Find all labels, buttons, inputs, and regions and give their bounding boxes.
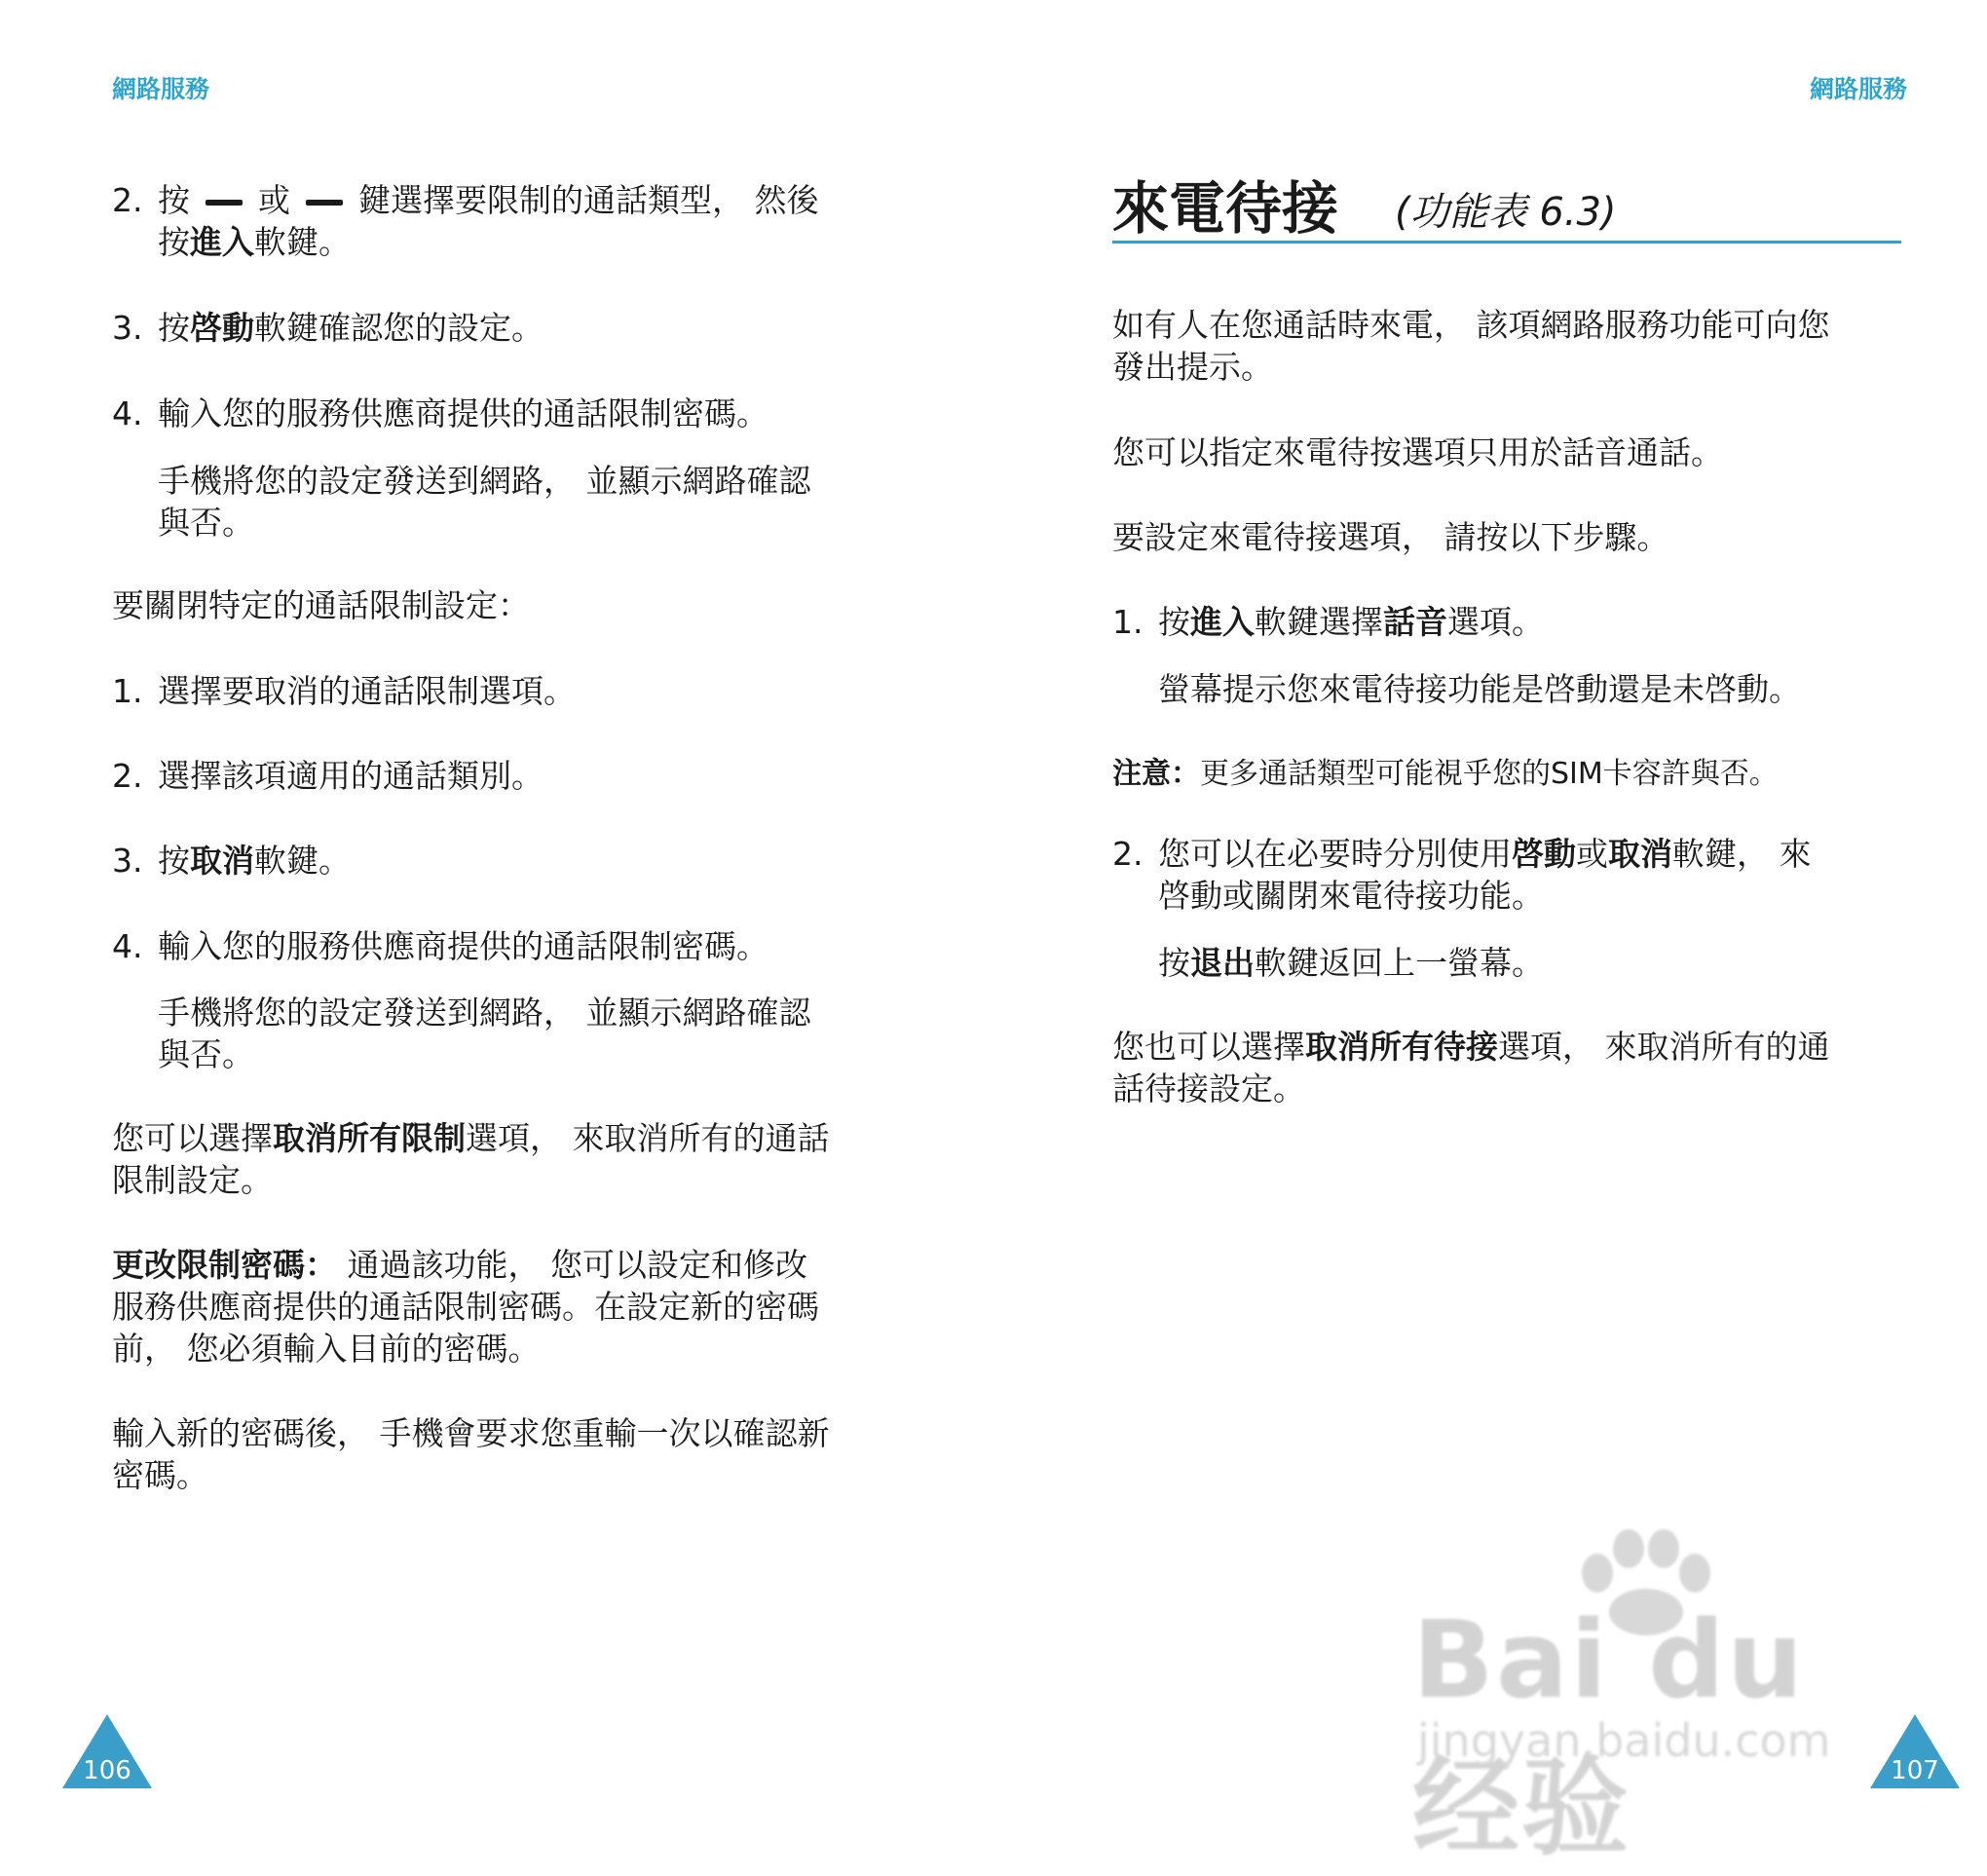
- softkey-label: 進入: [1190, 603, 1255, 641]
- left-page: [0, 0, 994, 1820]
- body-text: 您也可以選擇: [1112, 1028, 1305, 1066]
- softkey-label: 取消: [1608, 835, 1672, 873]
- softkey-label: 進入: [190, 223, 254, 261]
- step-text: 選擇要取消的通話限制選項。: [158, 672, 576, 710]
- right-step-2: [1112, 833, 1812, 917]
- close-step-3: [112, 840, 351, 882]
- step-text: 按: [158, 309, 190, 347]
- step-number: 3.: [112, 842, 143, 880]
- body-text: 選項， 來取消所有的通: [1498, 1028, 1830, 1066]
- section-label: 更改限制密碼：: [112, 1246, 337, 1284]
- note-label: 注意：: [1112, 757, 1200, 791]
- option-label: 話音: [1383, 603, 1447, 641]
- body-text: 限制設定。: [112, 1161, 273, 1199]
- body-text: 發出提示。: [1112, 348, 1273, 386]
- note-text: 更多通話類型可能視乎您的SIM卡容許與否。: [1200, 757, 1779, 791]
- section-title: [1112, 175, 1901, 244]
- note: [1112, 753, 1779, 795]
- step-text: 軟鍵。: [254, 223, 351, 261]
- step-number: 2.: [112, 181, 143, 219]
- new-password-paragraph: [112, 1412, 830, 1496]
- body-text: 前， 您必須輸入目前的密碼。: [112, 1330, 541, 1368]
- triangle-icon: [62, 1714, 152, 1788]
- step-text: 選擇該項適用的通話類別。: [158, 757, 544, 795]
- step-text: 選項。: [1447, 603, 1544, 641]
- body-text: 密碼。: [112, 1456, 208, 1494]
- step-text: 輸入您的服務供應商提供的通話限制密碼。: [158, 394, 769, 432]
- body-text: 話待接設定。: [1112, 1069, 1305, 1107]
- body-text: 選項， 來取消所有的通話: [466, 1119, 830, 1157]
- option-label: 取消所有限制: [273, 1119, 466, 1157]
- steps-intro: 要設定來電待接選項， 請按以下步驟。: [1112, 518, 1669, 556]
- detail-text: 手機將您的設定發送到網路， 並顯示網路確認: [158, 994, 811, 1032]
- body-text: 通過該功能， 您可以設定和修改: [337, 1246, 807, 1284]
- step-4: [112, 393, 769, 434]
- step-text: 按: [158, 842, 190, 880]
- right-step-1: [1112, 601, 1544, 643]
- step-text: 輸入您的服務供應商提供的通話限制密碼。: [158, 927, 769, 965]
- detail-text: 與否。: [158, 504, 254, 542]
- cancel-all-paragraph: [112, 1117, 830, 1201]
- step-number: 1.: [112, 672, 143, 710]
- detail-text: 與否。: [158, 1035, 254, 1073]
- step-text: 按: [158, 181, 190, 219]
- body-text: 您可以選擇: [112, 1119, 273, 1157]
- voice-only-paragraph: 您可以指定來電待按選項只用於話音通話。: [1112, 433, 1723, 471]
- step-2: [112, 179, 819, 263]
- page-number: 107: [1891, 1756, 1939, 1785]
- page-number: 106: [83, 1756, 131, 1785]
- body-text: 如有人在您通話時來電， 該項網路服務功能可向您: [1112, 306, 1830, 344]
- step-text: 或: [258, 181, 290, 219]
- watermark-brand: Bai du 经验: [1412, 1597, 1806, 1870]
- right-step-2-detail: [1158, 942, 1544, 984]
- step-text: 按: [158, 223, 190, 261]
- step-text: 按: [1158, 603, 1190, 641]
- softkey-label: 退出: [1190, 944, 1255, 982]
- detail-text: 軟鍵返回上一螢幕。: [1255, 944, 1544, 982]
- option-label: 取消所有待接: [1305, 1028, 1498, 1066]
- detail-text: 按: [1158, 944, 1190, 982]
- close-intro: 要關閉特定的通話限制設定：: [112, 586, 530, 624]
- step-text: 軟鍵， 來: [1672, 835, 1812, 873]
- body-text: 服務供應商提供的通話限制密碼。在設定新的密碼: [112, 1288, 819, 1326]
- close-step-1: [112, 670, 576, 712]
- step-text: 軟鍵確認您的設定。: [254, 309, 544, 347]
- detail-text: 手機將您的設定發送到網路， 並顯示網路確認: [158, 462, 811, 500]
- step-text: 軟鍵。: [254, 842, 351, 880]
- running-header: 網路服務: [112, 75, 210, 103]
- step-number: 2.: [112, 757, 143, 795]
- cancel-all-waiting-paragraph: [1112, 1026, 1830, 1109]
- close-step-4: [112, 925, 769, 967]
- step-3: [112, 307, 544, 349]
- down-key-icon: [306, 200, 343, 206]
- step-text: 您可以在必要時分別使用: [1158, 835, 1512, 873]
- close-step-2: [112, 755, 544, 797]
- watermark-url: jingyan.baidu.com: [1417, 1714, 1831, 1767]
- step-text: 或: [1576, 835, 1608, 873]
- right-step-1-detail: 螢幕提示您來電待接功能是啓動還是未啓動。: [1158, 670, 1801, 708]
- step-number: 2.: [1112, 835, 1143, 873]
- step-number: 4.: [112, 394, 143, 432]
- step-4-detail: [158, 460, 811, 544]
- step-number: 4.: [112, 927, 143, 965]
- page-number-badge: [62, 1714, 152, 1788]
- body-text: 輸入新的密碼後， 手機會要求您重輸一次以確認新: [112, 1414, 830, 1452]
- close-step-4-detail: [158, 992, 811, 1075]
- step-text: 軟鍵選擇: [1255, 603, 1383, 641]
- step-number: 3.: [112, 309, 143, 347]
- softkey-label: 啓動: [190, 309, 254, 347]
- intro-paragraph: [1112, 304, 1830, 388]
- menu-reference: (功能表 6.3): [1395, 190, 1617, 235]
- running-header: 網路服務: [1809, 75, 1907, 103]
- title-text: 來電待接: [1112, 175, 1339, 242]
- change-password-paragraph: [112, 1244, 819, 1369]
- step-number: 1.: [1112, 603, 1143, 641]
- step-text: 啓動或關閉來電待接功能。: [1158, 877, 1544, 915]
- softkey-label: 啓動: [1512, 835, 1576, 873]
- up-key-icon: [206, 200, 243, 206]
- softkey-label: 取消: [190, 842, 254, 880]
- step-text: 鍵選擇要限制的通話類型， 然後: [358, 181, 819, 219]
